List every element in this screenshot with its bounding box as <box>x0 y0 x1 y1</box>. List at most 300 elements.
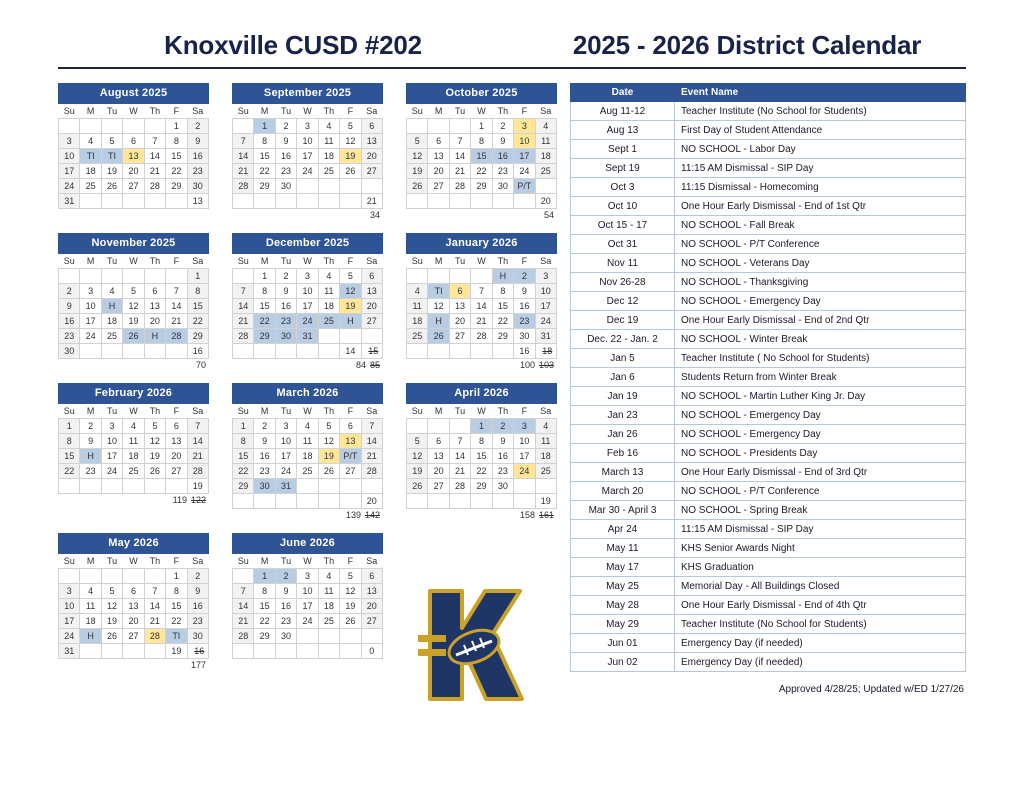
week-row <box>59 284 209 299</box>
week-row <box>233 149 383 164</box>
day-cell: 29 <box>471 179 492 194</box>
day-cell: 4 <box>535 419 556 434</box>
day-cell: 6 <box>428 434 449 449</box>
day-cell: 24 <box>59 179 80 194</box>
empty-day-cell <box>254 344 275 359</box>
event-date: May 29 <box>571 615 675 634</box>
day-cell: 24 <box>297 614 318 629</box>
day-cell: 3 <box>297 569 318 584</box>
table-row <box>571 121 966 140</box>
day-cell: 9 <box>187 584 208 599</box>
event-date: May 28 <box>571 596 675 615</box>
day-cell: 12 <box>428 299 449 314</box>
day-cell: 23 <box>492 464 513 479</box>
weekday-header: Tu <box>106 256 118 266</box>
month-running-total: 84 85 <box>355 360 380 370</box>
weekday-header: Sa <box>366 556 378 566</box>
weekday-header-row <box>59 254 209 269</box>
day-cell: 27 <box>361 314 382 329</box>
week-row <box>407 434 557 449</box>
day-cell: 9 <box>275 284 296 299</box>
weekday-header: Tu <box>280 556 292 566</box>
empty-day-cell <box>449 344 470 359</box>
event-name: One Hour Early Dismissal - End of 2nd Qtr <box>675 311 966 330</box>
approved-note: Approved 4/28/25; Updated w/ED 1/27/26 <box>778 684 964 695</box>
event-date: May 11 <box>571 539 675 558</box>
table-row <box>571 539 966 558</box>
day-cell: 25 <box>123 464 144 479</box>
weekday-header: Su <box>237 256 249 266</box>
empty-day-cell <box>428 419 449 434</box>
empty-day-cell <box>59 479 80 494</box>
table-row <box>571 197 966 216</box>
week-row <box>407 329 557 344</box>
event-name: KHS Senior Awards Night <box>675 539 966 558</box>
event-date: March 20 <box>571 482 675 501</box>
empty-day-cell <box>233 644 254 659</box>
day-cell: 8 <box>166 134 187 149</box>
day-cell: 15 <box>166 149 187 164</box>
day-cell: 24 <box>101 464 122 479</box>
month-grid <box>58 104 209 209</box>
day-cell: 28 <box>187 464 208 479</box>
weekday-header: W <box>303 556 312 566</box>
day-cell: 16 <box>275 599 296 614</box>
empty-day-cell <box>80 194 101 209</box>
table-row <box>571 330 966 349</box>
day-cell: 13 <box>340 434 361 449</box>
event-name: NO SCHOOL - Presidents Day <box>675 444 966 463</box>
day-cell: 28 <box>233 179 254 194</box>
day-cell: 15 <box>471 449 492 464</box>
weekday-header: Sa <box>366 406 378 416</box>
day-cell: 16 <box>275 299 296 314</box>
day-cell: 22 <box>254 614 275 629</box>
empty-day-cell <box>254 644 275 659</box>
day-cell: 5 <box>340 569 361 584</box>
day-cell: 18 <box>297 449 318 464</box>
event-date: Aug 13 <box>571 121 675 140</box>
weekday-header: Su <box>237 556 249 566</box>
day-cell: 11 <box>535 434 556 449</box>
empty-day-cell <box>407 194 428 209</box>
day-cell: 30 <box>59 344 80 359</box>
day-cell: 3 <box>59 134 80 149</box>
week-row <box>407 299 557 314</box>
week-row <box>233 569 383 584</box>
day-cell: 14 <box>233 599 254 614</box>
month-february-2026 <box>58 383 209 521</box>
month-title: August 2025 <box>58 83 209 104</box>
event-date: Dec 12 <box>571 292 675 311</box>
day-cell: 17 <box>59 614 80 629</box>
day-cell: 15 <box>59 449 80 464</box>
empty-day-cell <box>471 269 492 284</box>
day-cell: 29 <box>254 179 275 194</box>
weekday-header-row <box>407 104 557 119</box>
day-cell: 2 <box>80 419 101 434</box>
empty-day-cell <box>254 194 275 209</box>
month-grid <box>58 554 209 659</box>
month-row-1 <box>58 83 558 221</box>
day-cell: 18 <box>318 299 339 314</box>
day-cell: 1 <box>254 269 275 284</box>
weekday-header: Su <box>237 406 249 416</box>
day-count-cell: 19 <box>535 494 556 509</box>
day-cell: 11 <box>80 599 101 614</box>
day-cell: 14 <box>449 149 470 164</box>
empty-day-cell <box>80 344 101 359</box>
day-cell: 20 <box>123 614 144 629</box>
event-date: May 17 <box>571 558 675 577</box>
day-cell: 6 <box>340 419 361 434</box>
day-cell: 15 <box>233 449 254 464</box>
table-row <box>571 235 966 254</box>
day-cell: 13 <box>428 149 449 164</box>
weekday-header: Tu <box>454 106 466 116</box>
weekday-header: F <box>347 256 354 266</box>
month-grid <box>406 254 557 359</box>
table-row <box>571 254 966 273</box>
day-cell: 14 <box>144 149 165 164</box>
day-cell: 1 <box>187 269 208 284</box>
day-cell: 10 <box>275 434 296 449</box>
empty-day-cell <box>123 344 144 359</box>
month-row-3 <box>58 383 558 521</box>
event-name: 11:15 AM Dismissal - SIP Day <box>675 159 966 178</box>
weekday-header-row <box>59 104 209 119</box>
day-cell: 2 <box>492 119 513 134</box>
day-cell: 10 <box>535 284 556 299</box>
day-count-cell: 19 <box>187 479 208 494</box>
empty-day-cell <box>428 269 449 284</box>
empty-day-cell <box>318 494 339 509</box>
weekday-header-row <box>59 404 209 419</box>
empty-day-cell <box>80 479 101 494</box>
weekday-header: Th <box>497 106 509 116</box>
day-cell: TI <box>428 284 449 299</box>
weekday-header: Th <box>149 256 161 266</box>
day-cell: 21 <box>449 164 470 179</box>
weekday-header-row <box>59 554 209 569</box>
empty-day-cell <box>80 644 101 659</box>
empty-day-cell <box>361 479 382 494</box>
day-cell: 23 <box>275 614 296 629</box>
empty-day-cell <box>233 194 254 209</box>
week-row <box>233 449 383 464</box>
day-cell: 20 <box>144 314 165 329</box>
table-row <box>571 292 966 311</box>
weekday-header: Sa <box>192 406 204 416</box>
week-row <box>59 299 209 314</box>
day-cell: 19 <box>407 464 428 479</box>
weekday-header: Sa <box>192 106 204 116</box>
empty-day-cell <box>449 419 470 434</box>
day-cell: 19 <box>318 449 339 464</box>
day-cell: 23 <box>80 464 101 479</box>
week-row <box>233 179 383 194</box>
day-cell: 12 <box>101 599 122 614</box>
day-cell: 20 <box>123 164 144 179</box>
weekday-header: M <box>86 106 95 116</box>
day-cell: 21 <box>187 449 208 464</box>
day-cell: 4 <box>123 419 144 434</box>
weekday-header: W <box>129 106 138 116</box>
empty-day-cell <box>101 644 122 659</box>
weekday-header: Tu <box>454 256 466 266</box>
day-cell: 24 <box>514 464 535 479</box>
day-cell: H <box>80 629 101 644</box>
day-cell: 25 <box>318 164 339 179</box>
table-row <box>571 444 966 463</box>
weekday-header: Tu <box>280 406 292 416</box>
weekday-header: Su <box>63 106 75 116</box>
day-cell: P/T <box>514 179 535 194</box>
day-cell: 13 <box>123 149 144 164</box>
weekday-header: W <box>129 406 138 416</box>
day-cell: 7 <box>233 284 254 299</box>
empty-day-cell <box>361 629 382 644</box>
week-row <box>407 449 557 464</box>
day-cell: 9 <box>254 434 275 449</box>
day-cell: 19 <box>340 149 361 164</box>
week-row <box>59 344 209 359</box>
day-cell: 31 <box>535 329 556 344</box>
day-cell: 11 <box>407 299 428 314</box>
day-cell: 22 <box>59 464 80 479</box>
empty-day-cell <box>123 269 144 284</box>
weekday-header: W <box>477 106 486 116</box>
empty-day-cell <box>340 479 361 494</box>
weekday-header: W <box>477 256 486 266</box>
day-count-cell: 20 <box>361 494 382 509</box>
day-cell: 17 <box>101 449 122 464</box>
day-cell: 29 <box>166 179 187 194</box>
event-date: Oct 15 - 17 <box>571 216 675 235</box>
event-name: NO SCHOOL - Emergency Day <box>675 406 966 425</box>
day-cell: 20 <box>428 164 449 179</box>
day-cell: H <box>101 299 122 314</box>
event-name: NO SCHOOL - Emergency Day <box>675 425 966 444</box>
empty-day-cell <box>275 644 296 659</box>
table-row <box>571 501 966 520</box>
empty-day-cell <box>514 494 535 509</box>
event-name: NO SCHOOL - P/T Conference <box>675 482 966 501</box>
day-cell: 3 <box>297 119 318 134</box>
day-cell: 14 <box>187 434 208 449</box>
empty-day-cell <box>123 119 144 134</box>
day-cell: 22 <box>187 314 208 329</box>
day-cell: 28 <box>471 329 492 344</box>
table-row <box>571 577 966 596</box>
day-cell: 17 <box>297 599 318 614</box>
weekday-header: Tu <box>106 406 118 416</box>
day-cell: 31 <box>59 194 80 209</box>
day-cell: 10 <box>297 284 318 299</box>
empty-day-cell <box>318 329 339 344</box>
day-cell: 28 <box>361 464 382 479</box>
empty-day-cell <box>166 194 187 209</box>
empty-day-cell <box>297 179 318 194</box>
month-running-total: 34 <box>369 210 380 220</box>
week-row <box>59 599 209 614</box>
day-cell: 6 <box>361 119 382 134</box>
weekday-header: F <box>173 106 180 116</box>
weekday-header: Tu <box>454 406 466 416</box>
month-title: June 2026 <box>232 533 383 554</box>
day-cell: 5 <box>407 434 428 449</box>
event-date: Jun 01 <box>571 634 675 653</box>
event-name: Emergency Day (if needed) <box>675 653 966 672</box>
day-cell: 12 <box>407 149 428 164</box>
day-cell: 26 <box>340 614 361 629</box>
day-cell: 17 <box>297 299 318 314</box>
month-grid <box>58 404 209 494</box>
event-date: Jan 5 <box>571 349 675 368</box>
empty-day-cell <box>101 119 122 134</box>
day-cell: 25 <box>80 179 101 194</box>
weekday-header: M <box>86 406 95 416</box>
day-cell: 14 <box>166 299 187 314</box>
day-cell: 4 <box>297 419 318 434</box>
weekday-header: Sa <box>366 256 378 266</box>
month-running-total: 70 <box>195 360 206 370</box>
day-cell: 4 <box>101 284 122 299</box>
day-cell: 6 <box>361 269 382 284</box>
day-cell: 27 <box>361 614 382 629</box>
month-march-2026 <box>232 383 383 521</box>
day-cell: 16 <box>275 149 296 164</box>
day-cell: 21 <box>233 314 254 329</box>
day-cell: 13 <box>361 134 382 149</box>
day-cell: 3 <box>535 269 556 284</box>
event-name: NO SCHOOL - Martin Luther King Jr. Day <box>675 387 966 406</box>
day-cell: 1 <box>166 569 187 584</box>
day-cell: 5 <box>340 119 361 134</box>
event-date: Jan 26 <box>571 425 675 444</box>
month-title: November 2025 <box>58 233 209 254</box>
empty-day-cell <box>492 344 513 359</box>
day-count-cell: 19 <box>166 644 187 659</box>
event-name: NO SCHOOL - Fall Break <box>675 216 966 235</box>
week-row <box>233 614 383 629</box>
day-cell: 3 <box>59 584 80 599</box>
day-cell: 7 <box>187 419 208 434</box>
day-cell: 6 <box>428 134 449 149</box>
day-cell: 22 <box>254 164 275 179</box>
event-date: Jan 6 <box>571 368 675 387</box>
day-cell: 21 <box>233 614 254 629</box>
events-column <box>558 83 966 695</box>
day-cell: 23 <box>492 164 513 179</box>
month-grid <box>406 104 557 209</box>
day-cell: 8 <box>471 434 492 449</box>
day-cell: 22 <box>233 464 254 479</box>
weekday-header: M <box>434 406 443 416</box>
event-date: Oct 31 <box>571 235 675 254</box>
week-row <box>233 134 383 149</box>
week-row <box>233 314 383 329</box>
day-cell: 8 <box>471 134 492 149</box>
event-name: Emergency Day (if needed) <box>675 634 966 653</box>
event-name: NO SCHOOL - Spring Break <box>675 501 966 520</box>
empty-day-cell <box>318 179 339 194</box>
empty-day-cell <box>318 194 339 209</box>
month-title: September 2025 <box>232 83 383 104</box>
day-cell: 18 <box>101 314 122 329</box>
week-row <box>59 479 209 494</box>
event-date: Sept 1 <box>571 140 675 159</box>
empty-day-cell <box>101 269 122 284</box>
day-cell: 3 <box>275 419 296 434</box>
empty-day-cell <box>514 479 535 494</box>
day-count-cell: 21 <box>361 194 382 209</box>
day-cell: 9 <box>492 134 513 149</box>
day-cell: 15 <box>254 599 275 614</box>
week-row <box>407 164 557 179</box>
week-row <box>233 434 383 449</box>
day-cell: 29 <box>187 329 208 344</box>
week-row <box>233 164 383 179</box>
day-cell: 26 <box>407 179 428 194</box>
day-cell: 11 <box>318 284 339 299</box>
day-cell: 4 <box>407 284 428 299</box>
event-name: NO SCHOOL - Emergency Day <box>675 292 966 311</box>
empty-day-cell <box>318 344 339 359</box>
week-row <box>233 479 383 494</box>
day-cell: 14 <box>233 149 254 164</box>
weekday-header: Sa <box>192 556 204 566</box>
month-running-total <box>58 209 209 221</box>
day-cell: 5 <box>318 419 339 434</box>
week-row <box>59 644 209 659</box>
day-cell: 16 <box>59 314 80 329</box>
event-name: NO SCHOOL - Thanksgiving <box>675 273 966 292</box>
day-cell: 11 <box>318 134 339 149</box>
week-row <box>407 344 557 359</box>
weekday-header: M <box>260 106 269 116</box>
day-cell: 9 <box>59 299 80 314</box>
weekday-header-row <box>233 104 383 119</box>
day-cell: 1 <box>254 119 275 134</box>
events-table-body <box>571 102 966 672</box>
empty-day-cell <box>407 419 428 434</box>
event-date: Nov 11 <box>571 254 675 273</box>
weekday-header: W <box>303 106 312 116</box>
day-cell: 2 <box>187 119 208 134</box>
empty-day-cell <box>233 569 254 584</box>
weekday-header: Tu <box>106 556 118 566</box>
day-cell: 17 <box>275 449 296 464</box>
day-cell: 2 <box>187 569 208 584</box>
day-cell: 28 <box>449 179 470 194</box>
weekday-header: Sa <box>540 106 552 116</box>
day-cell: 2 <box>275 569 296 584</box>
empty-day-cell <box>318 479 339 494</box>
day-cell: 17 <box>80 314 101 329</box>
empty-day-cell <box>361 179 382 194</box>
weekday-header: M <box>434 106 443 116</box>
day-cell: 20 <box>361 599 382 614</box>
day-cell: 2 <box>275 269 296 284</box>
page-header <box>0 0 1024 61</box>
week-row <box>233 584 383 599</box>
month-january-2026 <box>406 233 557 371</box>
day-cell: 6 <box>449 284 470 299</box>
table-row <box>571 140 966 159</box>
day-cell: 28 <box>144 629 165 644</box>
day-cell: 22 <box>166 614 187 629</box>
